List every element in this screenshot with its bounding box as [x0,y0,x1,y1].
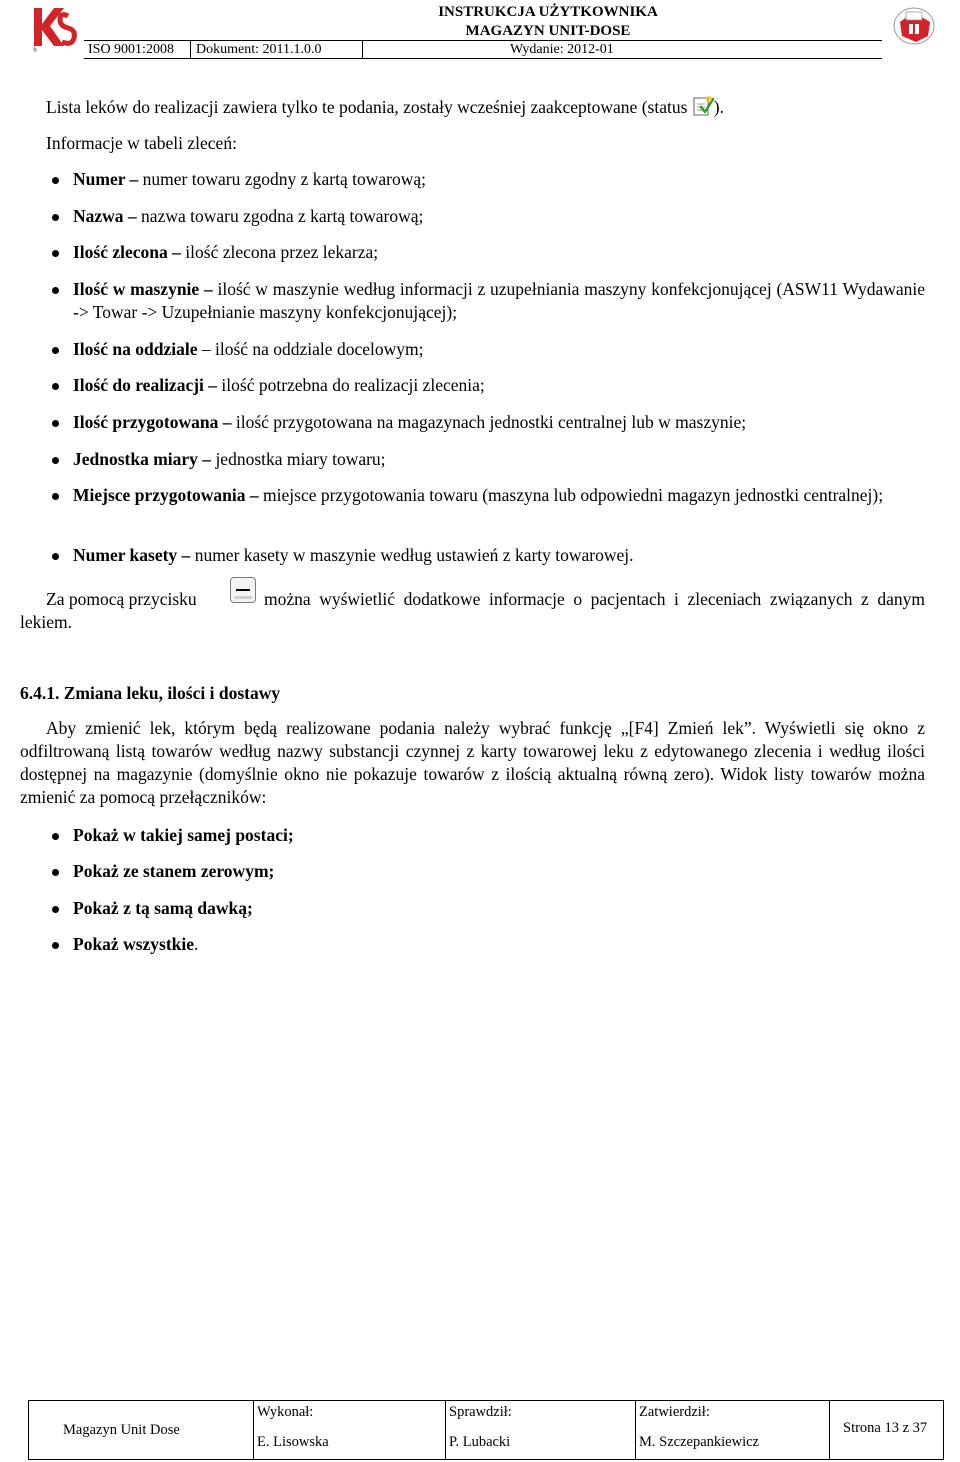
bullet-icon [52,420,59,427]
footer-checked-label: Sprawdził: [449,1404,512,1420]
bullet-icon [52,177,59,184]
iso-label: ISO 9001:2008 [88,42,174,57]
intro-paragraph [46,96,936,119]
iso-certificate-logo [892,4,936,48]
button-note-before: Za pomocą przycisku [46,589,197,609]
section-number: 6.4.1. [20,683,60,703]
bullet-icon [52,906,59,913]
bullet-icon [52,347,59,354]
accepted-status-icon [692,95,714,117]
bullet-icon [52,287,59,294]
bullet-icon [52,250,59,257]
bullet-icon [52,457,59,464]
footer-approved-label: Zatwierdził: [639,1404,710,1420]
header-rule [84,40,882,41]
page-number: Strona 13 z 37 [843,1420,928,1436]
document-number: Dokument: 2011.1.0.0 [196,42,322,57]
footer-divider [445,1401,446,1459]
footer-divider [253,1401,254,1459]
footer-divider [635,1401,636,1459]
header-rule [84,58,882,59]
svg-text:®: ® [32,47,38,54]
page-footer [28,1400,944,1460]
bullet-icon [52,833,59,840]
footer-made-label: Wykonał: [257,1404,314,1420]
document-title: INSTRUKCJA UŻYTKOWNIKA [438,4,658,20]
info-heading: Informacje w tabeli zleceń: [46,133,237,153]
ks-logo [28,2,80,54]
intro-text: Lista leków do realizacji zawiera tylko te podania, zostały wcześniej zaakceptowane (status [46,97,688,117]
footer-product: Magazyn Unit Dose [63,1422,180,1438]
footer-checked-by: P. Lubacki [449,1434,511,1450]
section-title: Zmiana leku, ilości i dostawy [63,683,281,703]
bullet-icon [52,869,59,876]
bullet-icon [52,553,59,560]
section-paragraph: Aby zmienić lek, którym będą realizowane podania należy wybrać funkcję „[F4] Zmień lek”. Wyświetli się okno z odfiltrowaną listą towarów według nazwy substancji czynnej z karty towarowej leku z edytowanego zlecenia i według ilości dostępnej na magazynie (domyślnie okno nie pokazuje towarów z ilością aktualną równą zero). Widok listy towarów można zmienić za pomocą przełączników: [20,718,925,807]
footer-divider [829,1401,830,1459]
document-subtitle: MAGAZYN UNIT-DOSE [465,23,631,39]
button-note-after: można wyświetlić dodatkowe informacje o pacjentach i zleceniach związanych z danym lekiem. [20,589,925,632]
edition-date: Wydanie: 2012-01 [510,42,614,57]
bullet-icon [52,383,59,390]
bullet-icon [52,214,59,221]
page-header [28,2,940,58]
section-heading [20,682,280,705]
bullet-icon [52,942,59,949]
footer-approved-by: M. Szczepankiewicz [639,1434,759,1450]
bullet-icon [52,493,59,500]
header-divider [190,41,191,58]
header-divider [362,41,363,58]
footer-made-by: E. Lisowska [257,1434,329,1450]
intro-text-end: ). [713,97,724,117]
